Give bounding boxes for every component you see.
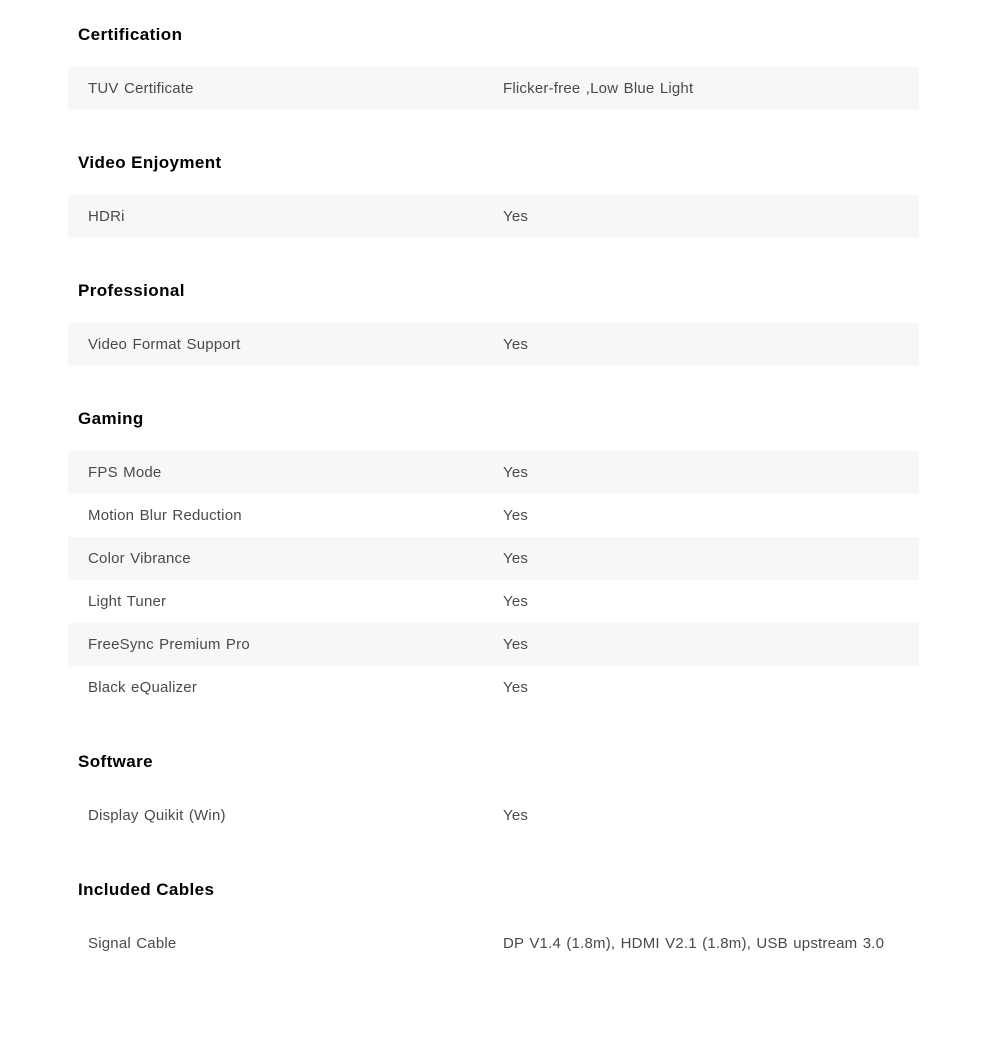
section-title: Gaming: [78, 409, 144, 428]
spec-row: [68, 67, 919, 110]
spec-row: [68, 494, 919, 537]
spec-rows: [68, 323, 919, 366]
spec-row-label: TUV Certificate: [88, 80, 194, 97]
spec-row-value: Yes: [503, 507, 529, 524]
spec-row-label: Display Quikit (Win): [88, 807, 226, 824]
spec-section: [68, 26, 919, 110]
spec-row-value: Yes: [503, 636, 529, 653]
spec-row-label: Light Tuner: [88, 593, 167, 610]
section-title: Certification: [78, 25, 183, 44]
spec-row: [68, 323, 919, 366]
spec-row: [68, 537, 919, 580]
spec-row-value: Yes: [503, 550, 529, 567]
spec-row-label: Color Vibrance: [88, 550, 191, 567]
spec-section: [68, 881, 919, 965]
spec-row-label: FreeSync Premium Pro: [88, 636, 250, 653]
spec-row-label: FPS Mode: [88, 464, 162, 481]
spec-row-value: Yes: [503, 208, 529, 225]
spec-row-label: Signal Cable: [88, 935, 177, 952]
spec-row-value: DP V1.4 (1.8m), HDMI V2.1 (1.8m), USB upstream 3.0: [503, 935, 885, 952]
spec-row-value: Yes: [503, 807, 529, 824]
spec-rows: [68, 67, 919, 110]
spec-section: [68, 410, 919, 709]
spec-row-label: Black eQualizer: [88, 679, 198, 696]
spec-row-value: Flicker-free ,Low Blue Light: [503, 80, 694, 97]
spec-rows: [68, 922, 919, 965]
spec-section: [68, 282, 919, 366]
spec-row-value: Yes: [503, 679, 529, 696]
spec-row: [68, 580, 919, 623]
spec-row-value: Yes: [503, 336, 529, 353]
spec-row: [68, 451, 919, 494]
spec-row: [68, 922, 919, 965]
section-title: Included Cables: [78, 880, 215, 899]
spec-section: [68, 753, 919, 837]
spec-rows: [68, 451, 919, 709]
spec-row: [68, 666, 919, 709]
spec-row-label: HDRi: [88, 208, 125, 225]
spec-row: [68, 195, 919, 238]
section-title: Video Enjoyment: [78, 153, 222, 172]
spec-row-label: Video Format Support: [88, 336, 241, 353]
section-title: Professional: [78, 281, 185, 300]
spec-section: [68, 154, 919, 238]
spec-rows: [68, 195, 919, 238]
section-title: Software: [78, 752, 153, 771]
spec-row-label: Motion Blur Reduction: [88, 507, 242, 524]
spec-rows: [68, 794, 919, 837]
spec-row: [68, 794, 919, 837]
spec-row-value: Yes: [503, 464, 529, 481]
spec-row-value: Yes: [503, 593, 529, 610]
spec-row: [68, 623, 919, 666]
